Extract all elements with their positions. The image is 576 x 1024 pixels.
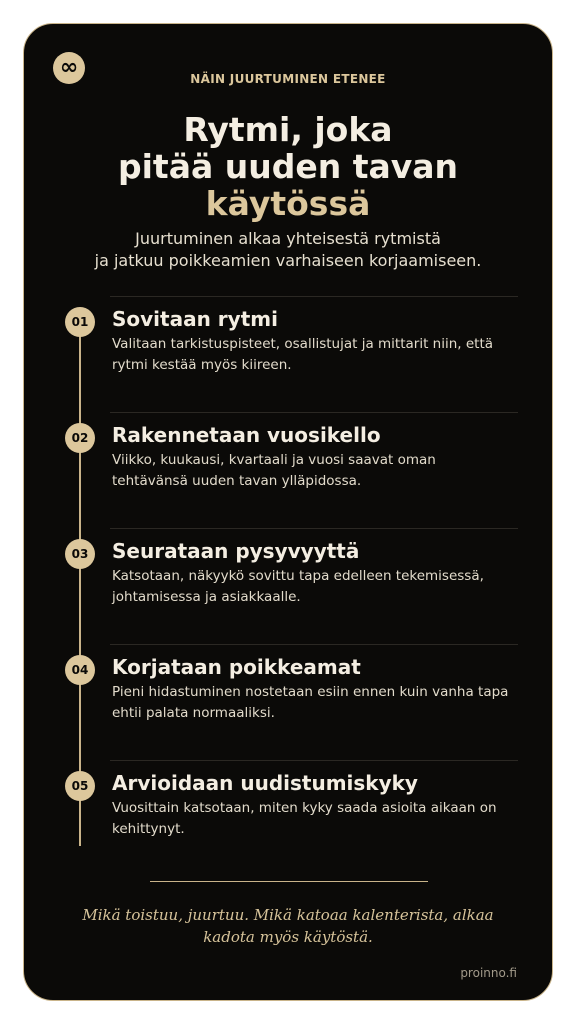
step-item [24,528,553,644]
step-title: Korjataan poikkeamat [112,655,361,679]
title-line-3-accent: käytössä [205,184,371,223]
site-link[interactable]: proinno.fi [460,966,517,980]
step-title: Rakennetaan vuosikello [112,423,381,447]
closing-quote [64,904,512,948]
step-item [24,760,553,876]
footer-divider [150,881,428,882]
subtitle-line-2: ja jatkuu poikkeamien varhaiseen korjaamiseen. [94,251,482,270]
step-item [24,644,553,760]
step-description: Pieni hidastuminen nostetaan esiin ennen kuin vanha tapa ehtii palata normaaliksi. [112,684,509,721]
step-divider [110,644,518,645]
step-title: Seurataan pysyvyyttä [112,539,360,563]
step-description: Viikko, kuukausi, kvartaali ja vuosi saavat oman tehtävänsä uuden tavan ylläpidossa. [112,452,436,489]
step-description: Katsotaan, näkyykö sovittu tapa edelleen tekemisessä, johtamisessa ja asiakkaalle. [112,568,484,605]
step-divider [110,528,518,529]
title-line-2: pitää uuden tavan [117,147,459,186]
subtitle-line-1: Juurtuminen alkaa yhteisestä rytmistä [135,229,441,248]
infinity-logo-icon: ∞ [53,52,85,84]
step-divider [110,412,518,413]
title-line-1: Rytmi, joka [183,110,393,149]
infographic-card [23,23,553,1001]
step-number-badge: 04 [65,655,95,685]
step-item [24,412,553,528]
step-item [24,296,553,412]
quote-line-1: Mikä toistuu, juurtuu. Mikä katoaa kalenterista, alkaa [82,906,494,924]
page-title [24,111,552,222]
step-description: Valitaan tarkistuspisteet, osallistujat ja mittarit niin, että rytmi kestää myös kiireen. [112,336,494,373]
subtitle [74,228,502,272]
quote-line-2: kadota myös käytöstä. [203,928,373,946]
step-divider [110,760,518,761]
step-number-badge: 02 [65,423,95,453]
step-number-badge: 03 [65,539,95,569]
step-number-badge: 01 [65,307,95,337]
step-title: Arvioidaan uudistumiskyky [112,771,418,795]
step-title: Sovitaan rytmi [112,307,278,331]
eyebrow-label: NÄIN JUURTUMINEN ETENEE [190,72,386,86]
step-divider [110,296,518,297]
step-number-badge: 05 [65,771,95,801]
step-description: Vuosittain katsotaan, miten kyky saada asioita aikaan on kehittynyt. [112,800,497,837]
